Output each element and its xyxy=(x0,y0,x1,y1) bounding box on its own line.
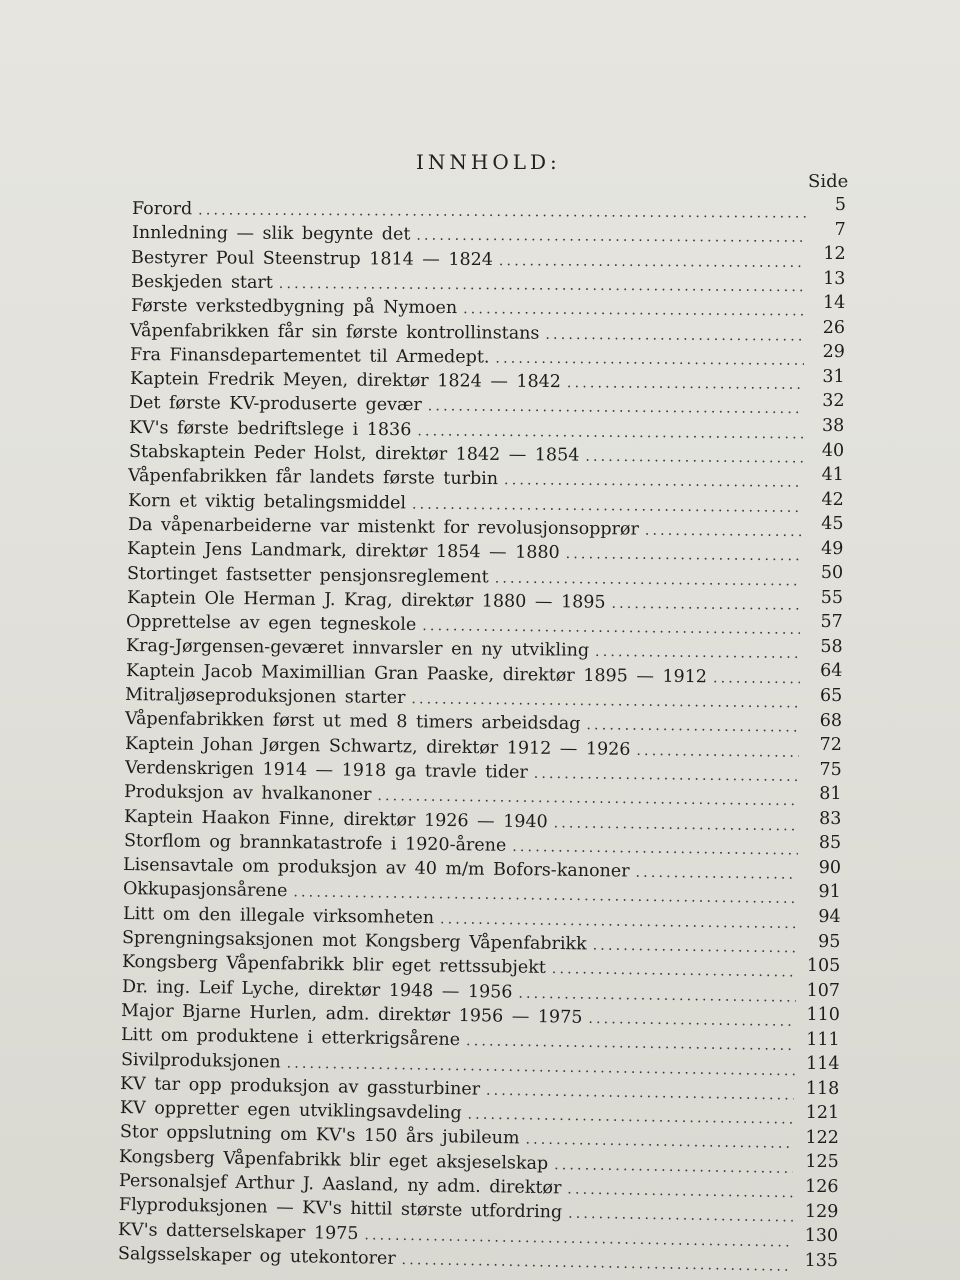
toc-entry-page-number: 118 xyxy=(805,1078,840,1099)
toc-entry-page-number: 126 xyxy=(805,1177,839,1197)
dot-leader xyxy=(198,199,806,224)
dot-leader xyxy=(588,1008,795,1033)
toc-entry-title: Lisensavtale om produksjon av 40 m/m Bofors-kanoner xyxy=(123,855,630,882)
dot-leader xyxy=(401,1249,792,1278)
dot-leader xyxy=(417,420,803,445)
dot-leader xyxy=(439,908,796,935)
toc-entry xyxy=(130,320,804,348)
dot-leader xyxy=(428,396,803,421)
dot-leader xyxy=(567,1178,793,1204)
toc-entry-title: KV tar opp produksjon av gassturbiner xyxy=(120,1073,481,1100)
toc-entry-page-number: 42 xyxy=(821,489,844,510)
toc-entry-page-number: 94 xyxy=(818,906,841,927)
toc-entry-page-number: 31 xyxy=(822,366,845,387)
toc-entry-title: Kaptein Haakon Finne, direktør 1926 — 1940 xyxy=(123,806,548,832)
toc-entry-title: Fra Finansdepartementet til Armedept. xyxy=(129,344,490,368)
toc-entry-title: Kaptein Johan Jørgen Schwartz, direktør 1912 — 1926 xyxy=(124,733,631,760)
toc-entry-page-number: 57 xyxy=(820,612,843,633)
toc-entry-page-number: 129 xyxy=(804,1201,839,1222)
dot-leader xyxy=(499,250,805,274)
toc-entry-page-number: 45 xyxy=(821,514,844,535)
toc-entry-page-number: 13 xyxy=(823,268,846,289)
toc-entry-title: Opprettelse av egen tegneskole xyxy=(126,612,417,636)
toc-entry-title: Sprengningsaksjonen mot Kongsberg Våpenfabrikk xyxy=(122,928,588,955)
toc-entry-page-number: 12 xyxy=(823,244,846,265)
dot-leader xyxy=(636,739,799,763)
dot-leader xyxy=(279,273,805,298)
toc-entry-page-number: 121 xyxy=(805,1103,840,1124)
toc-entry-title: Major Bjarne Hurlen, adm. direktør 1956 — 1975 xyxy=(121,1000,583,1028)
dot-leader xyxy=(595,641,800,665)
dot-leader xyxy=(533,763,798,788)
toc-entry xyxy=(131,247,805,275)
toc-entry-page-number: 85 xyxy=(818,833,842,854)
dot-leader xyxy=(713,667,800,690)
toc-entry-title: Stabskaptein Peder Holst, direktør 1842 — 1854 xyxy=(128,442,580,466)
dot-leader xyxy=(463,298,805,322)
toc-entry-page-number: 55 xyxy=(820,587,844,608)
dot-leader xyxy=(416,225,806,249)
toc-entry-page-number: 41 xyxy=(821,465,844,486)
toc-entry-page-number: 65 xyxy=(819,686,843,706)
toc-entry-title: Okkupasjonsårene xyxy=(122,879,288,902)
toc-entry-page-number: 7 xyxy=(834,219,846,240)
dot-leader xyxy=(586,714,799,738)
toc-entry-page-number: 110 xyxy=(806,1005,840,1026)
toc-entry-title: Dr. ing. Leif Lyche, direktør 1948 — 1956 xyxy=(121,976,513,1003)
toc-entry-title: Bestyrer Poul Steenstrup 1814 — 1824 xyxy=(131,247,494,270)
toc-entry-page-number: 38 xyxy=(822,415,845,436)
toc-entry-title: Produksjon av hvalkanoner xyxy=(124,782,372,806)
toc-entry-page-number: 40 xyxy=(821,440,845,461)
toc-entry-title: Sivilproduksjonen xyxy=(120,1049,281,1072)
dot-leader xyxy=(553,812,798,837)
dot-leader xyxy=(423,615,801,641)
dot-leader xyxy=(585,446,803,470)
toc-entry-title: Beskjeden start xyxy=(130,271,273,293)
toc-entry-page-number: 105 xyxy=(806,956,841,977)
toc-entry-title: Våpenfabrikken får sin første kontrollinstans xyxy=(130,320,540,344)
toc-entry-title: Innledning — slik begynte det xyxy=(131,223,411,245)
dot-leader xyxy=(568,1203,793,1229)
page-column-header: Side xyxy=(808,171,849,192)
toc-entry-title: KV oppretter egen utviklingsavdeling xyxy=(119,1098,462,1124)
dot-leader xyxy=(495,347,804,371)
toc-entry-title: Våpenfabrikken får landets første turbin xyxy=(128,466,499,490)
toc-entry-title: Kaptein Jacob Maximillian Gran Paaske, direktør 1895 — 1912 xyxy=(125,660,707,687)
toc-entry-title: Litt om den illegale virksomheten xyxy=(122,903,434,928)
toc-entry-page-number: 14 xyxy=(822,293,846,314)
toc-entry-title: Kaptein Ole Herman J. Krag, direktør 1880 — 1895 xyxy=(126,587,606,613)
toc-entry xyxy=(131,295,805,323)
toc-entry-title: Da våpenarbeiderne var mistenkt for revolusjonsopprør xyxy=(127,514,639,540)
toc-entry-title: Stortinget fastsetter pensjonsreglement xyxy=(127,563,489,587)
dot-leader xyxy=(495,567,801,592)
toc-entry-page-number: 58 xyxy=(820,636,843,657)
toc-entry xyxy=(132,222,806,250)
dot-leader xyxy=(567,372,804,396)
toc-entry-title: Krag-Jørgensen-geværet innvarsler en ny utvikling xyxy=(126,636,590,662)
toc-entry-title: Kaptein Jens Landmark, direktør 1854 — 1880 xyxy=(127,539,561,564)
toc-entry-title: Forord xyxy=(131,199,193,220)
toc-entry-title: KV's datterselskaper 1975 xyxy=(118,1219,359,1244)
dot-leader xyxy=(566,543,802,567)
toc-entry-title: Kongsberg Våpenfabrikk blir eget rettssubjekt xyxy=(121,952,546,979)
toc-entry-page-number: 135 xyxy=(804,1250,838,1271)
toc-entry-page-number: 5 xyxy=(834,195,846,215)
toc-entry-title: Salgsselskaper og utekontorer xyxy=(117,1243,396,1269)
toc-entry-page-number: 95 xyxy=(818,931,841,952)
toc-entry-page-number: 81 xyxy=(819,784,842,805)
toc-entry-title: Det første KV-produserte gevær xyxy=(129,393,423,416)
toc-entry-title: KV's første bedriftslege i 1836 xyxy=(128,417,412,440)
dot-leader xyxy=(504,469,802,493)
toc-entry-title: Kongsberg Våpenfabrikk blir eget aksjeselskap xyxy=(119,1146,549,1174)
toc-entry-title: Korn et viktig betalingsmiddel xyxy=(127,490,407,514)
toc-entry xyxy=(132,198,806,226)
dot-leader xyxy=(593,934,797,959)
toc-entry-title: Flyproduksjonen — KV's hittil største utfordring xyxy=(118,1195,562,1223)
dot-leader xyxy=(512,836,798,862)
toc-entry-page-number: 50 xyxy=(820,563,844,584)
toc-entry-title: Kaptein Fredrik Meyen, direktør 1824 — 1842 xyxy=(129,369,561,393)
dot-leader xyxy=(518,982,796,1008)
toc-entry-page-number: 130 xyxy=(804,1226,839,1247)
toc-entry-page-number: 114 xyxy=(806,1054,840,1075)
dot-leader xyxy=(466,1030,795,1057)
toc-entry-page-number: 90 xyxy=(818,857,841,878)
toc-entry-page-number: 26 xyxy=(822,317,846,338)
toc-entry-page-number: 125 xyxy=(805,1152,839,1173)
toc-entry-title: Personalsjef Arthur J. Aasland, ny adm. direktør xyxy=(118,1171,562,1199)
toc-entry-page-number: 122 xyxy=(805,1127,839,1148)
toc-entry-page-number: 111 xyxy=(806,1029,840,1050)
dot-leader xyxy=(412,493,802,518)
dot-leader xyxy=(412,688,800,714)
toc-entry-page-number: 29 xyxy=(822,342,845,363)
toc-entry-page-number: 49 xyxy=(821,538,844,559)
dot-leader xyxy=(546,323,805,347)
toc-entry-title: Stor oppslutning om KV's 150 års jubileum xyxy=(119,1122,520,1149)
dot-leader xyxy=(611,593,801,617)
toc-entry-page-number: 32 xyxy=(822,391,845,412)
dot-leader xyxy=(636,862,798,886)
dot-leader xyxy=(645,519,802,542)
dot-leader xyxy=(486,1079,794,1106)
toc-entry-page-number: 75 xyxy=(819,759,842,780)
toc-entry-page-number: 64 xyxy=(820,661,843,682)
dot-leader xyxy=(377,785,798,812)
toc-entry-title: Verdenskrigen 1914 — 1918 ga travle tider xyxy=(124,757,528,783)
toc-entry-title: Våpenfabrikken først ut med 8 timers arbeidsdag xyxy=(125,709,581,735)
toc-entry-page-number: 72 xyxy=(819,735,842,756)
toc-entry-title: Første verkstedbygning på Nymoen xyxy=(130,296,457,319)
toc-entry-title: Storflom og brannkatastrofe i 1920-årene xyxy=(123,830,506,856)
toc-entry-page-number: 107 xyxy=(806,980,841,1001)
dot-leader xyxy=(525,1129,794,1155)
toc-entry-page-number: 91 xyxy=(818,882,841,903)
toc-entry-page-number: 83 xyxy=(819,808,842,829)
dot-leader xyxy=(552,958,796,983)
toc-entry-title: Mitraljøseproduksjonen starter xyxy=(125,685,406,709)
toc-entry-page-number: 68 xyxy=(819,710,843,731)
contents-heading: INNHOLD: xyxy=(416,150,561,174)
dot-leader xyxy=(554,1154,793,1180)
toc-entry-title: Litt om produktene i etterkrigsårene xyxy=(120,1025,461,1051)
